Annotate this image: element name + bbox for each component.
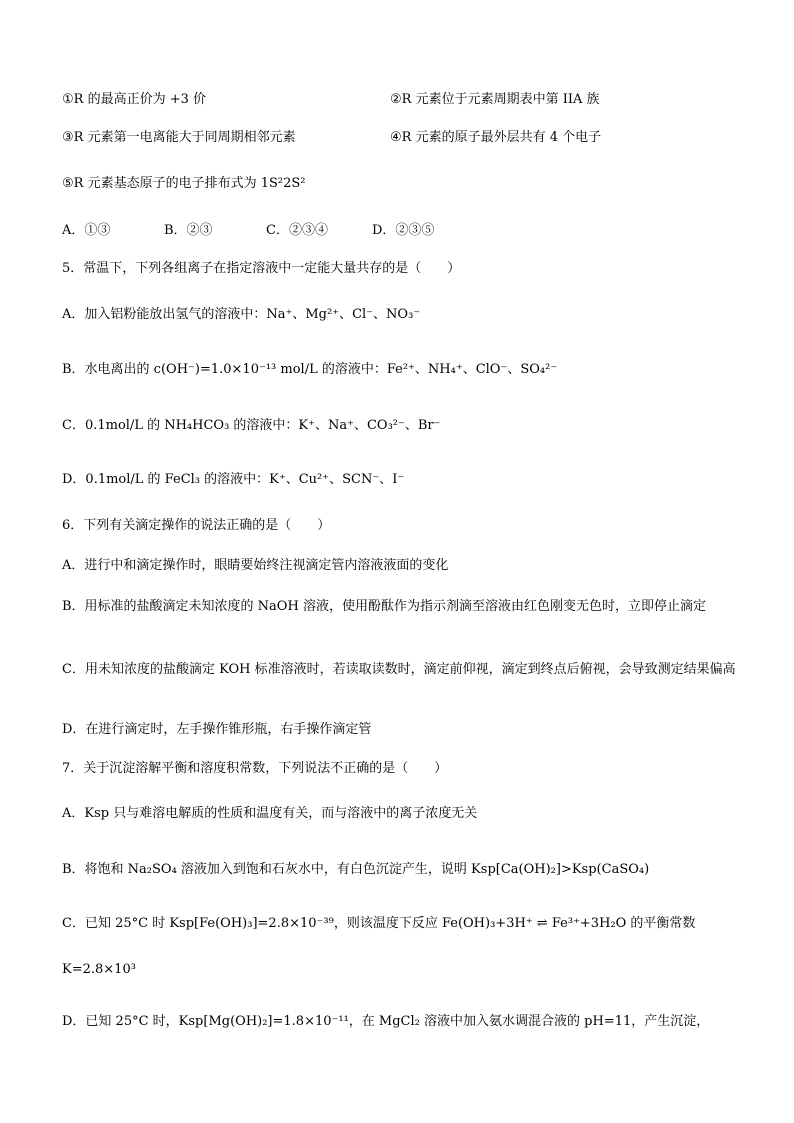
q7-option-b: B．将饱和 Na₂SO₄ 溶液加入到饱和石灰水中，有白色沉淀产生，说明 Ksp[Ca(OH)₂]>Ksp(CaSO₄): [62, 862, 650, 877]
q6-option-b: B．用标准的盐酸滴定未知浓度的 NaOH 溶液，使用酚酞作为指示剂滴至溶液由红色刚变无色时，立即停止滴定: [62, 599, 706, 614]
q4-option-a: A．①③: [62, 223, 111, 238]
q5-stem: 5．常温下，下列各组离子在指定溶液中一定能大量共存的是（ ）: [62, 261, 461, 276]
q5-option-b: B．水电离出的 c(OH⁻)=1.0×10⁻¹³ mol/L 的溶液中：Fe²⁺、NH₄⁺、ClO⁻、SO₄²⁻: [62, 362, 558, 377]
q4-statements-row2: [62, 128, 742, 148]
q6-option-d: D．在进行滴定时，左手操作锥形瓶，右手操作滴定管: [62, 722, 372, 737]
q4-statement-2: ②R 元素位于元素周期表中第 IIA 族: [390, 92, 600, 107]
q5-option-d: D．0.1mol/L 的 FeCl₃ 的溶液中：K⁺、Cu²⁺、SCN⁻、I⁻: [62, 472, 405, 487]
q4-statements-row1: [62, 90, 742, 110]
q4-statement-5: ⑤R 元素基态原子的电子排布式为 1S²2S²: [62, 176, 306, 191]
q4-statement-1: ①R 的最高正价为 +3 价: [62, 92, 207, 107]
q4-statement-3: ③R 元素第一电离能大于同周期相邻元素: [62, 130, 296, 145]
q7-stem: 7．关于沉淀溶解平衡和溶度积常数，下列说法不正确的是（ ）: [62, 761, 448, 776]
q6-option-c: C．用未知浓度的盐酸滴定 KOH 标准溶液时，若读取读数时，滴定前仰视，滴定到终点后俯视，会导致测定结果偏高: [62, 662, 736, 677]
q5-option-a: A．加入铝粉能放出氢气的溶液中：Na⁺、Mg²⁺、Cl⁻、NO₃⁻: [62, 307, 421, 322]
q4-statement-4: ④R 元素的原子最外层共有 4 个电子: [390, 130, 602, 145]
q4-option-b: B．②③: [164, 223, 213, 238]
q5-option-c: C．0.1mol/L 的 NH₄HCO₃ 的溶液中：K⁺、Na⁺、CO₃²⁻、Br⁻: [62, 418, 441, 433]
q7-option-d: D．已知 25°C 时，Ksp[Mg(OH)₂]=1.8×10⁻¹¹，在 MgCl₂ 溶液中加入氨水调混合液的 pH=11，产生沉淀，: [62, 1014, 710, 1029]
q7-option-c-line1: C．已知 25°C 时 Ksp[Fe(OH)₃]=2.8×10⁻³⁹，则该温度下反应 Fe(OH)₃+3H⁺ ⇌ Fe³⁺+3H₂O 的平衡常数: [62, 916, 696, 931]
q4-option-d: D．②③⑤: [372, 223, 435, 238]
q7-option-a: A．Ksp 只与难溶电解质的性质和温度有关，而与溶液中的离子浓度无关: [62, 806, 478, 821]
q4-option-c: C．②③④: [266, 223, 328, 238]
q6-stem: 6．下列有关滴定操作的说法正确的是（ ）: [62, 518, 331, 533]
q6-option-a: A．进行中和滴定操作时，眼睛要始终注视滴定管内溶液液面的变化: [62, 558, 449, 573]
q4-options: [62, 221, 742, 241]
q7-option-c-line2: K=2.8×10³: [62, 962, 136, 977]
